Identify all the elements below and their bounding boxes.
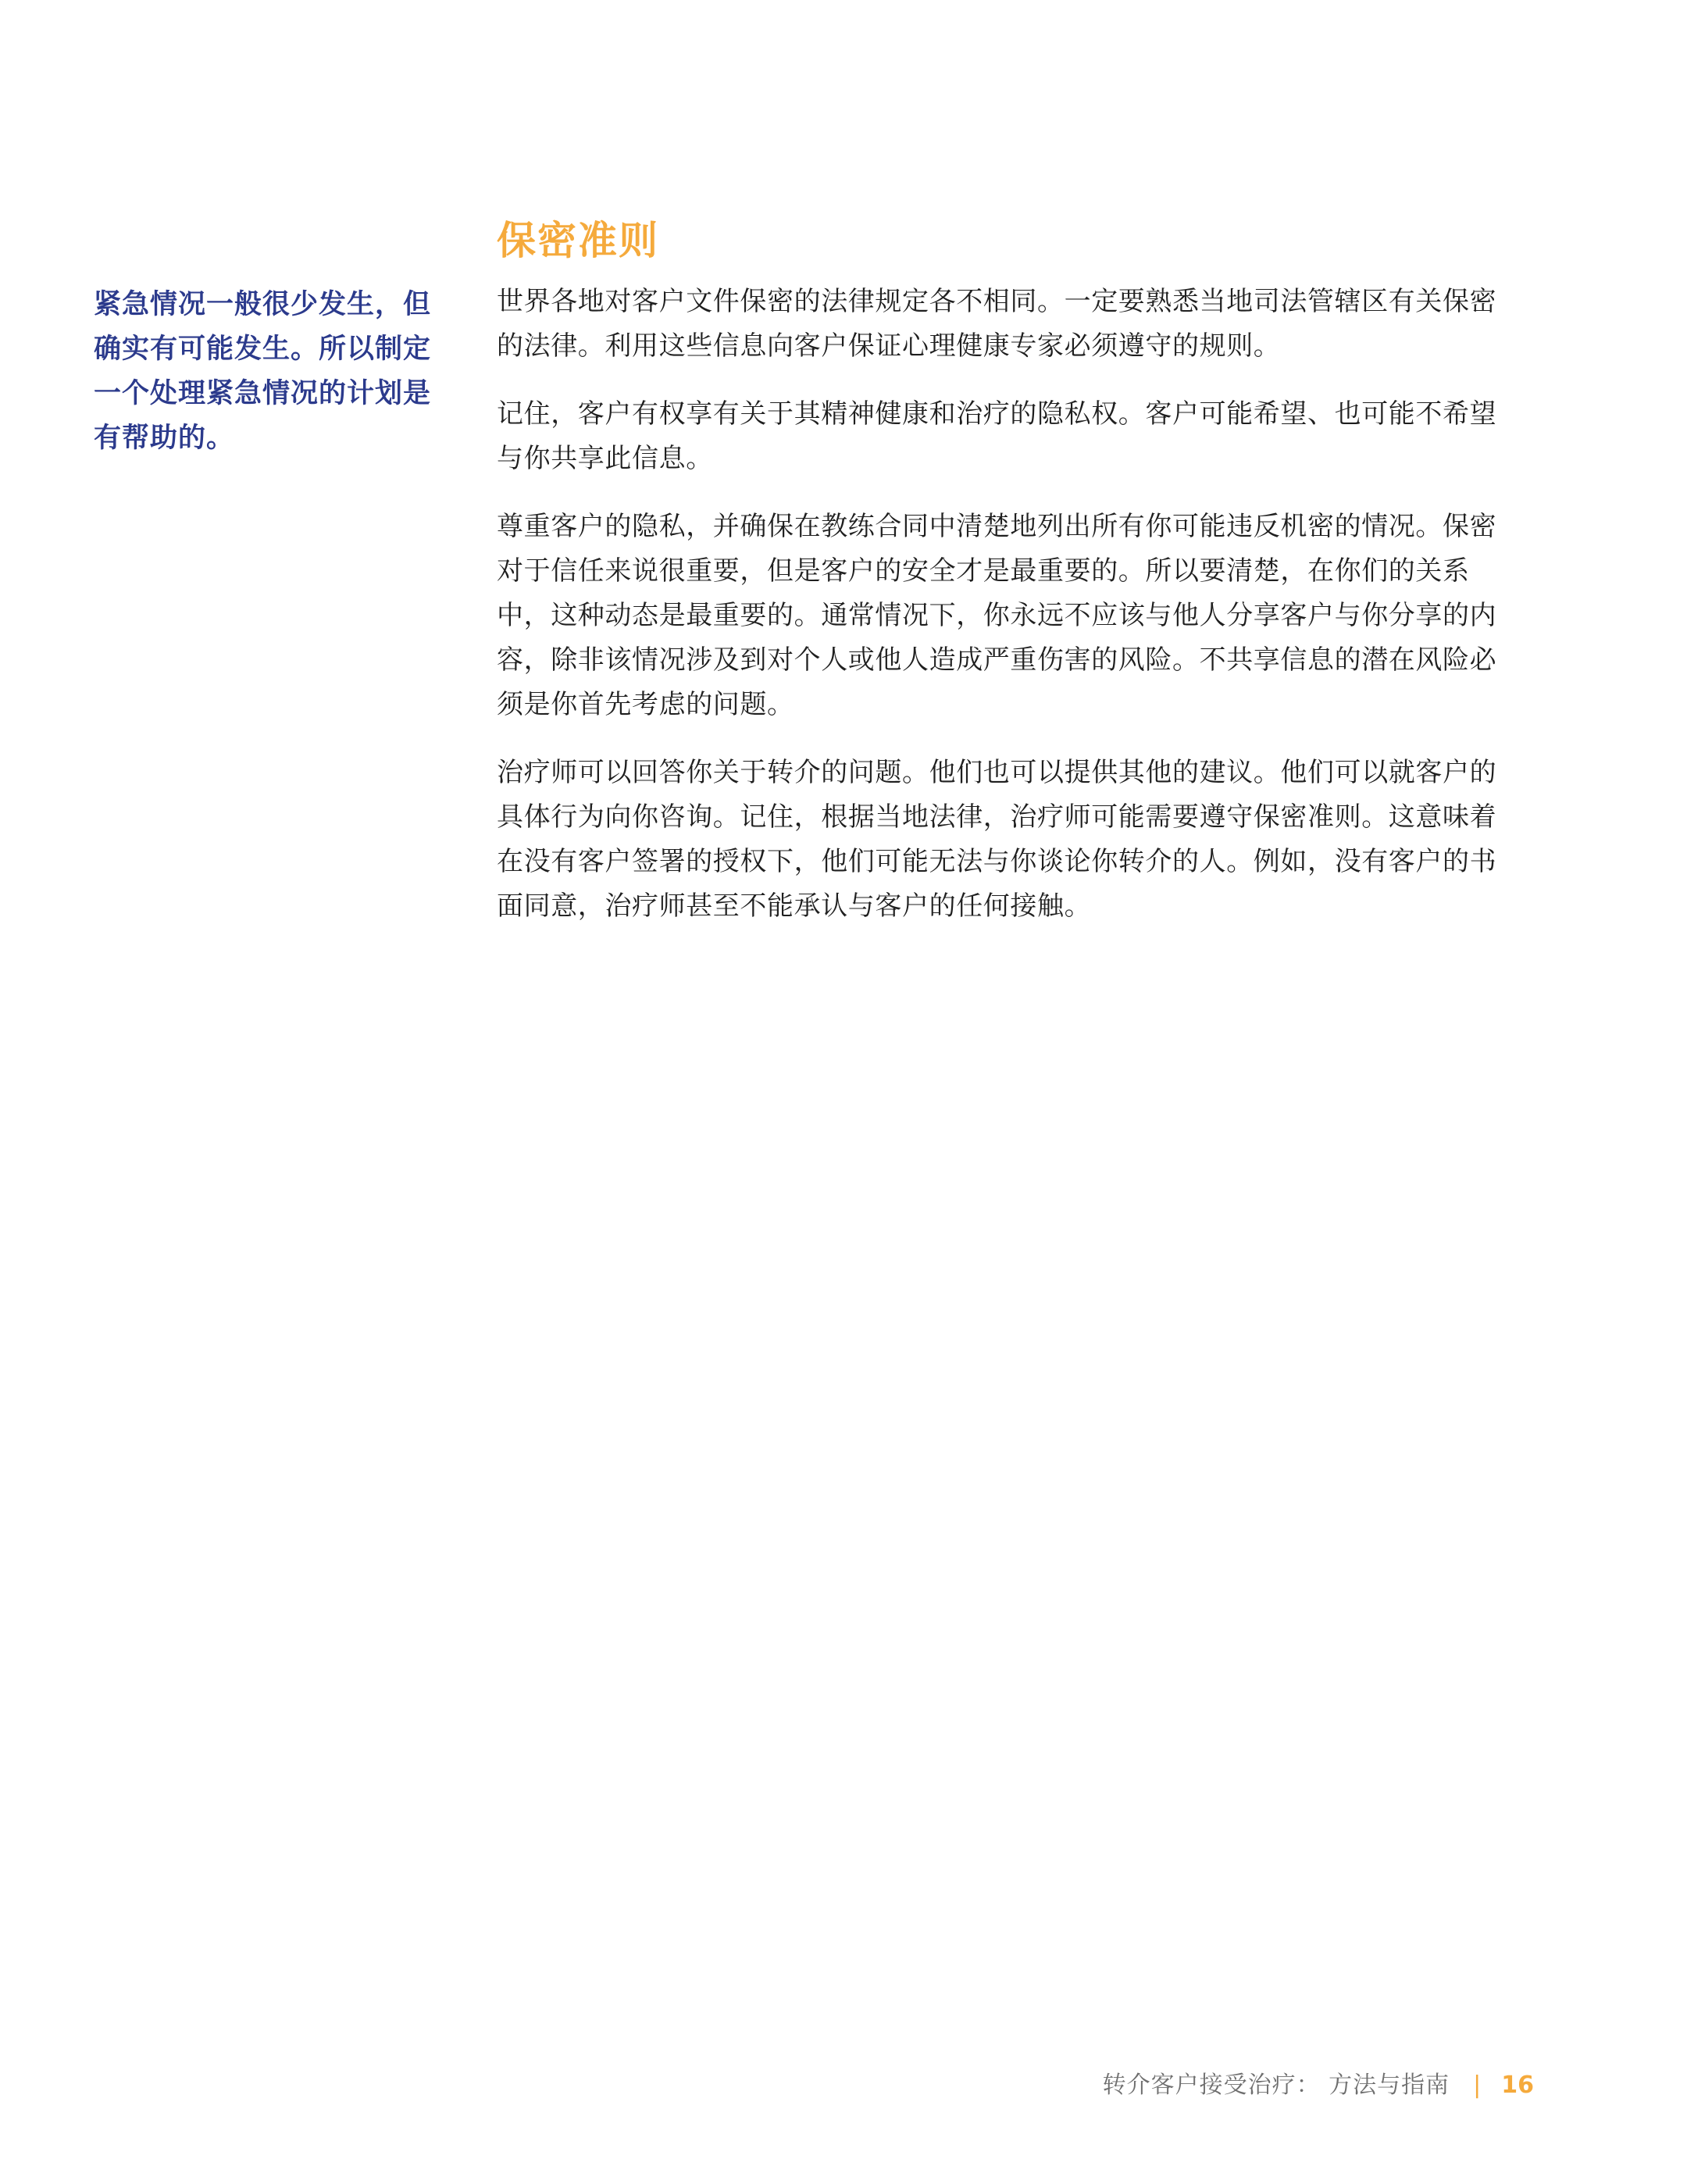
section-title: 保密准则 <box>497 218 659 263</box>
body-paragraph: 记住，客户有权享有关于其精神健康和治疗的隐私权。客户可能希望、也可能不希望与你共享此信息。 <box>497 398 1497 474</box>
page-number: 16 <box>1501 2072 1534 2099</box>
body-paragraph: 尊重客户的隐私，并确保在教练合同中清楚地列出所有你可能违反机密的情况。保密对于信任来说很重要，但是客户的安全才是最重要的。所以要清楚，在你们的关系中，这种动态是最重要的。通常情况下，你永远不应该与他人分享客户与你分享的内容，除非该情况涉及到对个人或他人造成严重伤害的风险。不共享信息的潜在风险必须是你首先考虑的问题。 <box>497 511 1497 720</box>
footer-separator: | <box>1473 2072 1482 2099</box>
body-paragraph: 世界各地对客户文件保密的法律规定各不相同。一定要熟悉当地司法管辖区有关保密的法律。利用这些信息向客户保证心理健康专家必须遵守的规则。 <box>497 286 1497 362</box>
page-footer <box>1103 2070 1534 2101</box>
footer-document-title: 转介客户接受治疗： 方法与指南 <box>1102 2072 1450 2099</box>
section-body <box>497 280 1520 952</box>
sidebar-callout-quote: 紧急情况一般很少发生，但确实有可能发生。所以制定一个处理紧急情况的计划是有帮助的。 <box>94 289 432 454</box>
body-paragraph: 治疗师可以回答你关于转介的问题。他们也可以提供其他的建议。他们可以就客户的具体行为向你咨询。记住，根据当地法律，治疗师可能需要遵守保密准则。这意味着在没有客户签署的授权下，他们可能无法与你谈论你转介的人。例如，没有客户的书面同意，治疗师甚至不能承认与客户的任何接触。 <box>497 757 1497 922</box>
